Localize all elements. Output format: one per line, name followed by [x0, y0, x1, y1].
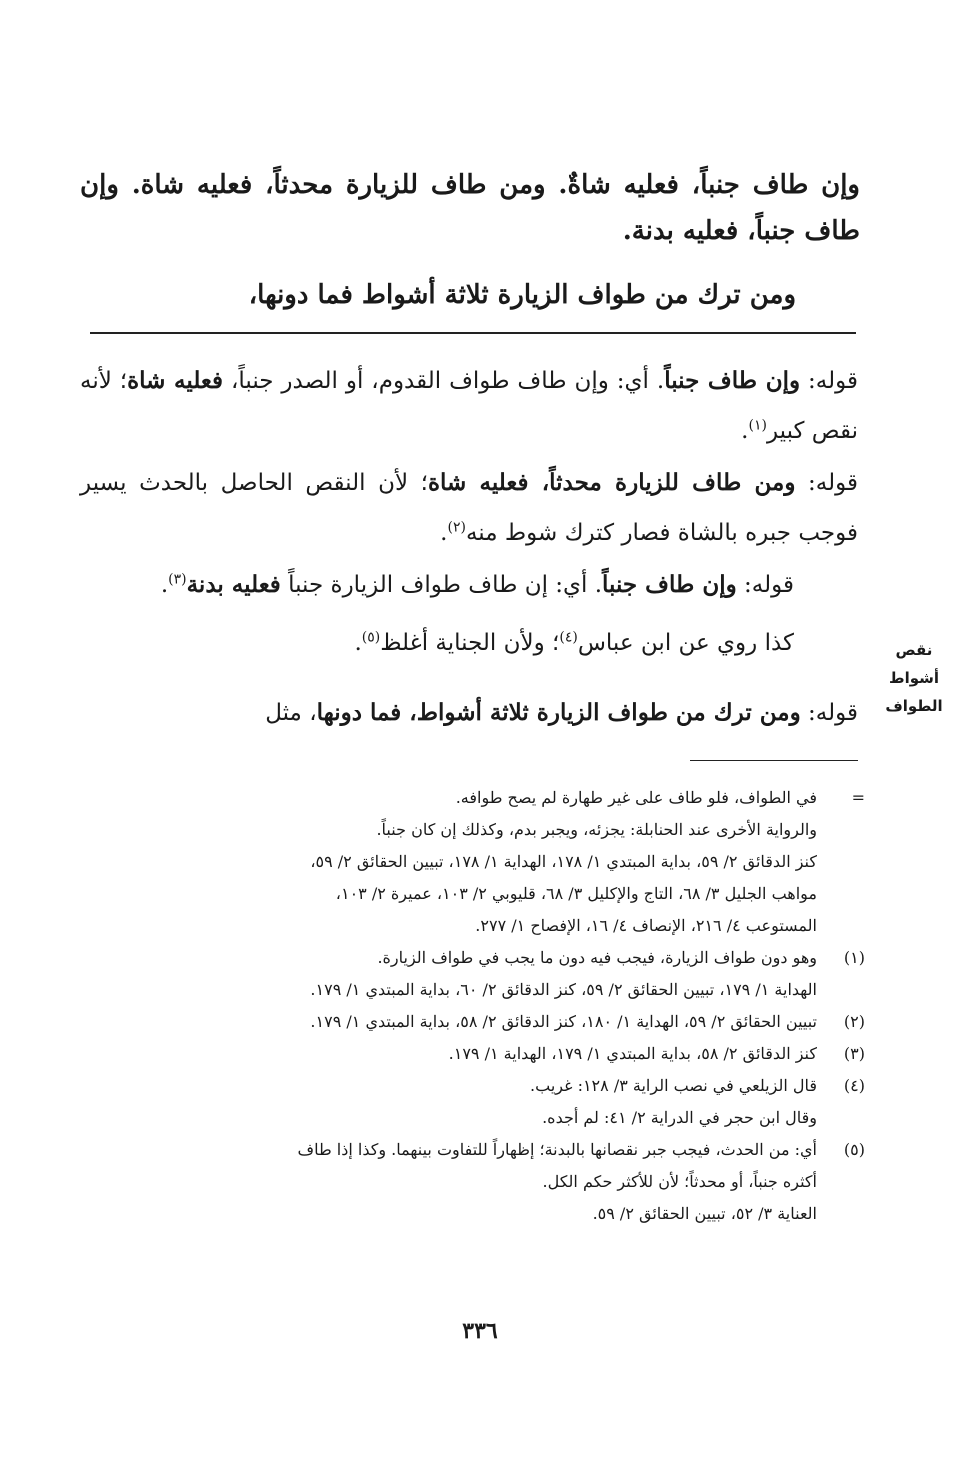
- matn-separator-rule: [90, 332, 856, 334]
- footnote-number: (٣): [843, 1044, 865, 1063]
- footnote-text: [95, 1038, 817, 1070]
- margin-heading-line: أشواط: [888, 669, 940, 687]
- commentary-lead: قوله:: [800, 368, 858, 394]
- footnote-line: العناية ٣/ ٥٢، تبيين الحقائق ٢/ ٥٩.: [592, 1204, 817, 1223]
- footnote-line: أكثره جنباً، أو محدثاً؛ لأن للأكثر حكم الكل.: [542, 1172, 817, 1191]
- quoted-matn: ومن طاف للزيارة محدثاً، فعليه شاة: [427, 469, 796, 496]
- footnote-line: كنز الدقائق ٢/ ٥٩، بداية المبتدي ١/ ١٧٨، الهداية ١/ ١٧٨، تبيين الحقائق ٢/ ٥٩،: [310, 852, 817, 871]
- margin-heading-line: الطواف: [885, 697, 943, 715]
- footnote-number: =: [851, 788, 865, 807]
- commentary-text: ؛ لأن النقص الحاصل بالحدث يسير فوجب جبره بالشاة فصار كترك شوط منه: [80, 470, 858, 546]
- commentary-paragraph: [80, 688, 858, 738]
- commentary-paragraph: [80, 356, 858, 456]
- footnote-ref: (٢): [447, 519, 466, 536]
- commentary-end: .: [741, 418, 749, 444]
- footnote-number: (١): [843, 948, 865, 967]
- commentary-lead: قوله:: [736, 572, 794, 598]
- footnote-text: [95, 942, 817, 1006]
- footnote-item: [95, 782, 865, 942]
- margin-heading-line: نقص: [895, 641, 933, 659]
- quoted-matn: وإن طاف جنباً: [602, 571, 737, 598]
- footnote-ref: (٥): [361, 629, 381, 646]
- footnote-number: (٥): [843, 1140, 865, 1159]
- footnote-ref: (٤): [559, 629, 578, 646]
- page-number: ٣٣٦: [462, 1318, 498, 1344]
- footnote-item: [95, 1038, 865, 1070]
- matn-text: وإن طاف جنباً، فعليه شاةٌ. ومن طاف للزيارة محدثاً، فعليه شاة. وإن طاف جنباً، فعليه بدنة.: [80, 170, 860, 246]
- commentary-text: ؛ ولأن الجناية أغلظ: [380, 630, 560, 656]
- commentary-end: .: [440, 520, 448, 546]
- footnote-number: (٤): [843, 1076, 865, 1095]
- commentary-lead: قوله:: [800, 700, 858, 726]
- footnote-line: وقال ابن حجر في الدراية ٢/ ٤١: لم أجده.: [542, 1108, 817, 1127]
- footnote-line: المستوعب ٤/ ٢١٦، الإنصاف ٤/ ١٦، الإفصاح ١/ ٢٧٧.: [475, 916, 817, 935]
- footnote-line: تبيين الحقائق ٢/ ٥٩، الهداية ١/ ١٨٠، كنز الدقائق ٢/ ٥٨، بداية المبتدي ١/ ١٧٩.: [310, 1012, 817, 1031]
- footnote-line: مواهب الجليل ٣/ ٦٨، التاج والإكليل ٣/ ٦٨، قليوبي ٢/ ١٠٣، عميرة ٢/ ١٠٣،: [335, 884, 817, 903]
- commentary-end: .: [354, 630, 362, 656]
- commentary-text: ؛ لأنه نقص كبير: [80, 368, 858, 444]
- footnote-number: (٢): [843, 1012, 865, 1031]
- footnote-text: [95, 1006, 817, 1038]
- margin-heading: [882, 636, 946, 720]
- commentary-text: . أي: وإن طاف طواف القدوم، أو الصدر جنباً،: [223, 368, 665, 394]
- quoted-matn: وإن طاف جنباً: [664, 367, 801, 394]
- footnote-ref: (٣): [168, 571, 187, 588]
- matn-text-continued: ومن ترك من طواف الزيارة ثلاثة أشواط فما دونها،: [248, 280, 796, 310]
- footnote-text: [95, 1134, 817, 1230]
- footnote-line: وهو دون طواف الزيارة، فيجب فيه دون ما يجب في طواف الزيارة.: [377, 948, 817, 967]
- footnote-item: [95, 1006, 865, 1038]
- quoted-matn: ومن ترك من طواف الزيارة ثلاثة أشواط، فما دونها: [316, 699, 801, 726]
- commentary-paragraph: [80, 560, 858, 610]
- footnote-ref: (١): [748, 417, 767, 434]
- footnote-line: في الطواف، فلو طاف على غير طهارة لم يصح طوافه.: [455, 788, 817, 807]
- footnotes: [95, 782, 865, 1230]
- footnote-line: قال الزيلعي في نصب الراية ٣/ ١٢٨: غريب.: [530, 1076, 817, 1095]
- footnote-line: كنز الدقائق ٢/ ٥٨، بداية المبتدي ١/ ١٧٩، الهداية ١/ ١٧٩.: [448, 1044, 817, 1063]
- commentary-text: ، مثل: [265, 700, 317, 726]
- footnote-text: [95, 782, 817, 942]
- footnote-separator-rule: [690, 760, 858, 761]
- footnote-line: والرواية الأخرى عند الحنابلة: يجزئه، ويجبر بدم، وكذلك إن كان جنباً.: [376, 820, 817, 839]
- footnote-line: الهداية ١/ ١٧٩، تبيين الحقائق ٢/ ٥٩، كنز الدقائق ٢/ ٦٠، بداية المبتدي ١/ ١٧٩.: [310, 980, 817, 999]
- footnote-text: [95, 1070, 817, 1134]
- commentary-end: .: [160, 572, 169, 598]
- footnote-line: أي: من الحدث، فيجب جبر نقصانها بالبدنة؛ إظهاراً للتفاوت بينهما. وكذا إذا طاف: [297, 1140, 817, 1159]
- footnote-item: [95, 1134, 865, 1230]
- footnote-item: [95, 1070, 865, 1134]
- quoted-matn: فعليه شاة: [127, 367, 224, 394]
- footnote-item: [95, 942, 865, 1006]
- commentary-text: . أي: إن طاف طواف الزيارة جنباً: [280, 572, 603, 598]
- commentary-text: كذا روي عن ابن عباس: [577, 630, 794, 656]
- commentary-lead: قوله:: [795, 470, 859, 496]
- commentary-paragraph: [80, 458, 858, 558]
- quoted-matn: فعليه بدنة: [186, 571, 281, 598]
- commentary-paragraph: [80, 618, 858, 668]
